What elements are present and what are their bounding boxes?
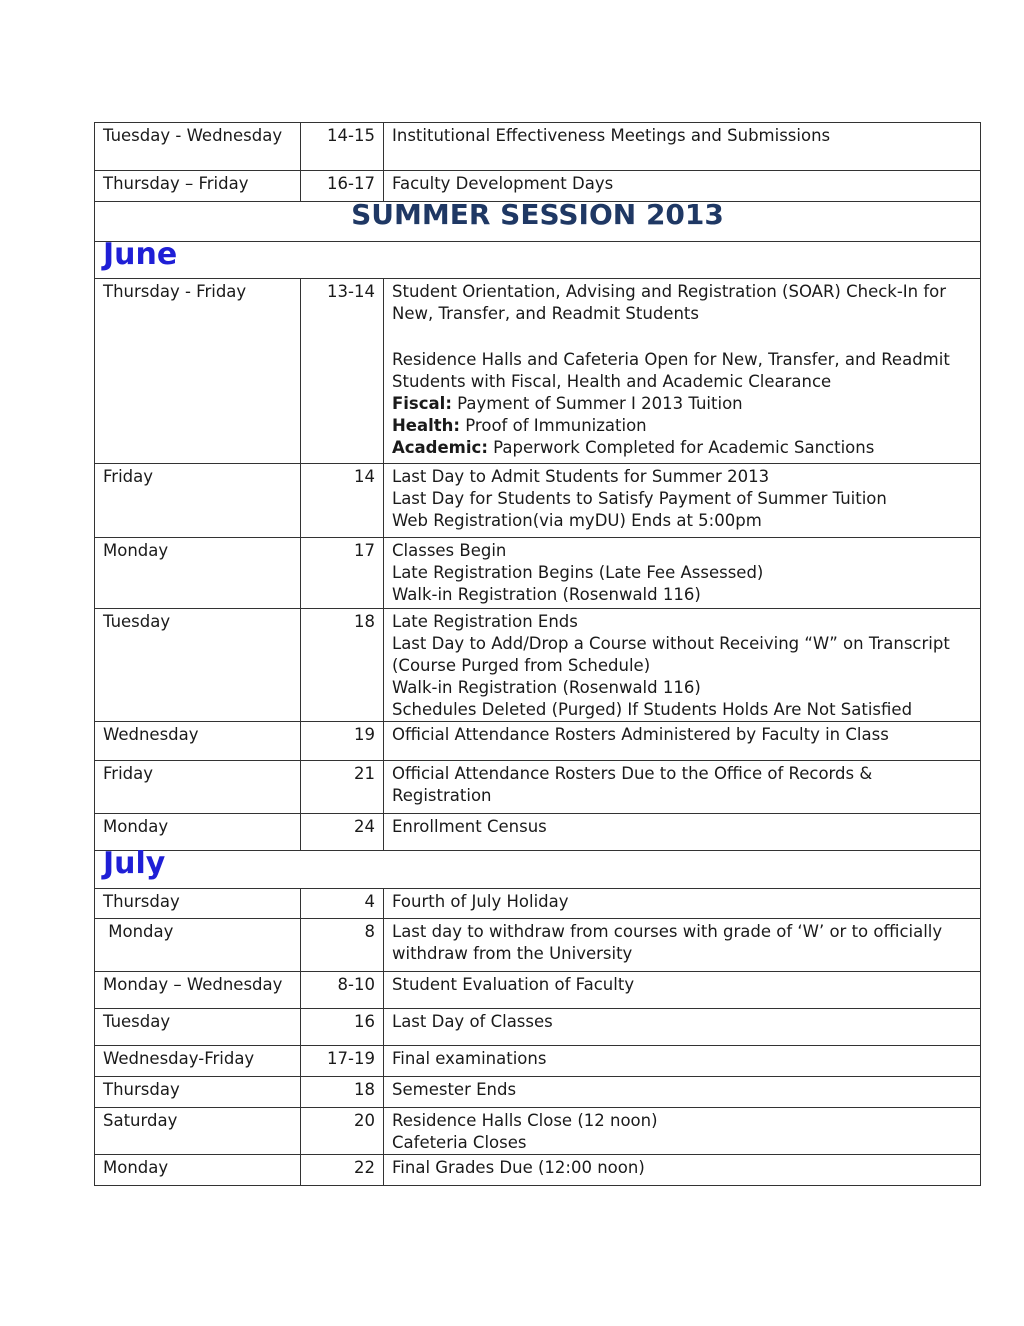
event-line: Student Orientation, Advising and Registration (SOAR) Check-In for — [392, 282, 947, 301]
table-row — [95, 464, 981, 538]
event-cell — [384, 1108, 981, 1155]
table-row — [95, 1077, 981, 1108]
event-cell — [384, 279, 981, 464]
event-line: Faculty Development Days — [392, 174, 614, 193]
day-cell: Monday – Wednesday — [95, 972, 301, 1009]
day-cell: Wednesday — [95, 722, 301, 761]
day-cell: Monday — [95, 919, 301, 972]
date-cell: 8 — [301, 919, 384, 972]
academic-label: Academic: — [392, 438, 488, 457]
date-cell: 19 — [301, 722, 384, 761]
month-header-row — [95, 851, 981, 889]
event-line: Residence Halls and Cafeteria Open for New, Transfer, and Readmit — [392, 350, 950, 369]
date-cell: 17 — [301, 538, 384, 609]
event-line: Official Attendance Rosters Administered by Faculty in Class — [392, 725, 889, 744]
table-row — [95, 1155, 981, 1186]
day-cell: Monday — [95, 538, 301, 609]
event-line: Fourth of July Holiday — [392, 892, 569, 911]
table-row — [95, 609, 981, 722]
event-cell — [384, 722, 981, 761]
event-cell — [384, 919, 981, 972]
date-cell: 18 — [301, 1077, 384, 1108]
date-cell: 14 — [301, 464, 384, 538]
date-cell: 18 — [301, 609, 384, 722]
event-line: Late Registration Begins (Late Fee Assessed) — [392, 563, 764, 582]
event-line: Last Day to Add/Drop a Course without Receiving “W” on Transcript — [392, 634, 950, 653]
day-cell: Friday — [95, 464, 301, 538]
event-line: Walk-in Registration (Rosenwald 116) — [392, 585, 701, 604]
day-cell: Thursday — [95, 1077, 301, 1108]
fiscal-text: Payment of Summer I 2013 Tuition — [451, 394, 743, 413]
date-cell: 4 — [301, 889, 384, 919]
academic-text: Paperwork Completed for Academic Sanctions — [487, 438, 875, 457]
event-cell — [384, 889, 981, 919]
day-cell: Wednesday-Friday — [95, 1046, 301, 1077]
event-line: Final examinations — [392, 1049, 547, 1068]
event-line: Institutional Effectiveness Meetings and Submissions — [392, 126, 831, 145]
event-line: Classes Begin — [392, 541, 507, 560]
event-cell — [384, 171, 981, 202]
event-line: Walk-in Registration (Rosenwald 116) — [392, 678, 701, 697]
event-cell — [384, 123, 981, 171]
event-cell — [384, 972, 981, 1009]
event-line: withdraw from the University — [392, 944, 633, 963]
session-header-row — [95, 202, 981, 242]
day-cell: Tuesday — [95, 609, 301, 722]
event-cell — [384, 464, 981, 538]
event-line: Late Registration Ends — [392, 612, 578, 631]
table-row — [95, 123, 981, 171]
date-cell: 13-14 — [301, 279, 384, 464]
academic-line — [392, 437, 972, 459]
event-line: Web Registration(via myDU) Ends at 5:00pm — [392, 511, 762, 530]
fiscal-line — [392, 393, 972, 415]
month-title-july: July — [95, 851, 981, 889]
event-line: Students with Fiscal, Health and Academic Clearance — [392, 372, 832, 391]
month-header-row — [95, 242, 981, 279]
day-cell: Saturday — [95, 1108, 301, 1155]
table-row — [95, 1009, 981, 1046]
event-line: Last Day to Admit Students for Summer 2013 — [392, 467, 770, 486]
event-line: Last Day for Students to Satisfy Payment of Summer Tuition — [392, 489, 887, 508]
spacer — [392, 325, 972, 349]
table-row — [95, 171, 981, 202]
event-cell — [384, 761, 981, 814]
table-row — [95, 919, 981, 972]
day-cell: Thursday - Friday — [95, 279, 301, 464]
event-cell — [384, 1077, 981, 1108]
health-text: Proof of Immunization — [460, 416, 647, 435]
date-cell: 8-10 — [301, 972, 384, 1009]
session-title: SUMMER SESSION 2013 — [95, 202, 981, 242]
day-cell: Thursday — [95, 889, 301, 919]
table-row — [95, 1108, 981, 1155]
event-line: New, Transfer, and Readmit Students — [392, 304, 699, 323]
day-cell: Thursday – Friday — [95, 171, 301, 202]
event-line: Residence Halls Close (12 noon) — [392, 1111, 658, 1130]
table-row — [95, 972, 981, 1009]
event-cell — [384, 609, 981, 722]
event-line: Enrollment Census — [392, 817, 547, 836]
event-line: Schedules Deleted (Purged) If Students Holds Are Not Satisfied — [392, 700, 913, 719]
event-line: Student Evaluation of Faculty — [392, 975, 635, 994]
day-cell: Tuesday — [95, 1009, 301, 1046]
event-line: (Course Purged from Schedule) — [392, 656, 651, 675]
health-line — [392, 415, 972, 437]
date-cell: 14-15 — [301, 123, 384, 171]
event-line: Last day to withdraw from courses with grade of ‘W’ or to officially — [392, 922, 943, 941]
day-cell: Monday — [95, 1155, 301, 1186]
event-line: Cafeteria Closes — [392, 1133, 527, 1152]
day-cell: Monday — [95, 814, 301, 851]
table-row — [95, 889, 981, 919]
academic-calendar-table — [94, 122, 981, 1186]
event-cell — [384, 1155, 981, 1186]
event-cell — [384, 814, 981, 851]
event-line: Semester Ends — [392, 1080, 517, 1099]
date-cell: 21 — [301, 761, 384, 814]
day-cell: Friday — [95, 761, 301, 814]
health-label: Health: — [392, 416, 461, 435]
month-title-june: June — [95, 242, 981, 279]
event-line: Last Day of Classes — [392, 1012, 553, 1031]
date-cell: 16 — [301, 1009, 384, 1046]
event-line: Official Attendance Rosters Due to the Office of Records & — [392, 764, 873, 783]
table-row-soar — [95, 279, 981, 464]
event-line: Registration — [392, 786, 492, 805]
table-row — [95, 538, 981, 609]
table-row — [95, 814, 981, 851]
event-cell — [384, 1046, 981, 1077]
table-row — [95, 1046, 981, 1077]
event-line: Final Grades Due (12:00 noon) — [392, 1158, 645, 1177]
date-cell: 16-17 — [301, 171, 384, 202]
date-cell: 22 — [301, 1155, 384, 1186]
event-cell — [384, 1009, 981, 1046]
table-row — [95, 761, 981, 814]
fiscal-label: Fiscal: — [392, 394, 452, 413]
date-cell: 17-19 — [301, 1046, 384, 1077]
table-row — [95, 722, 981, 761]
date-cell: 20 — [301, 1108, 384, 1155]
day-cell: Tuesday - Wednesday — [95, 123, 301, 171]
date-cell: 24 — [301, 814, 384, 851]
event-cell — [384, 538, 981, 609]
